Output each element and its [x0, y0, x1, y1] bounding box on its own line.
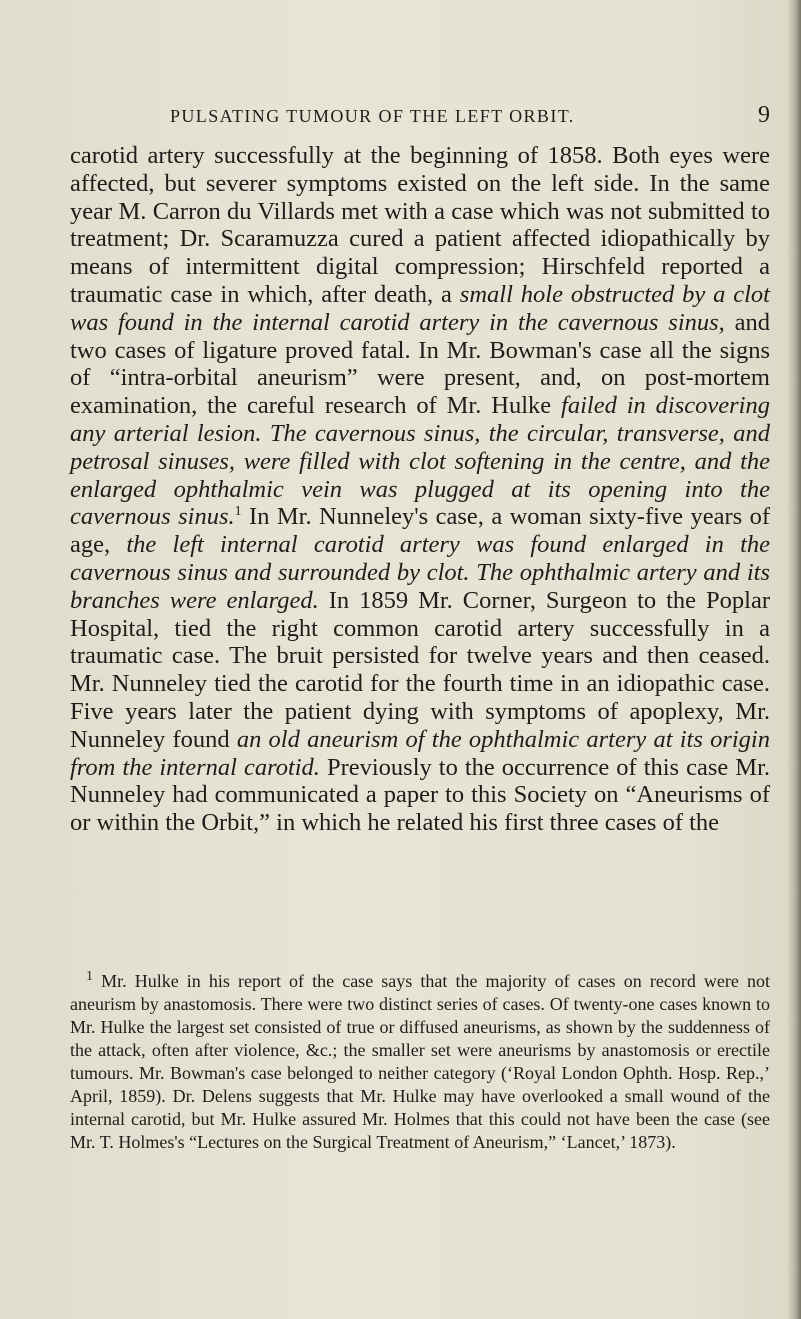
running-header: [170, 102, 770, 128]
text-segment: Previously to the occurrence of this case Mr. Nunneley had communicated a paper to this Society on “Aneurisms of or within the Orbit,” in which he related his first three cases of the: [70, 753, 770, 837]
footnote-marker: 1: [86, 969, 93, 984]
footnote-reference: 1: [234, 504, 242, 520]
italic-segment: failed in discovering any arterial lesion. The cavernous sinus, the circular, transverse, and petrosal sinuses, were filled with clot softening in the centre, and the enlarged ophthalmic vein was plugged at its opening into the cavernous sinus.: [70, 392, 770, 531]
body-paragraph: [70, 142, 770, 837]
italic-segment: small hole obstructed by a clot was found in the internal carotid artery in the cavernous sinus,: [70, 280, 770, 336]
text-segment: carotid artery successfully at the beginning of 1858. Both eyes were affected, but severer symptoms existed on the left side. In the same year M. Carron du Villards met with a case which was not submitted to treatment; Dr. Scaramuzza cured a patient affected idiopathically by means of intermittent digital compression; Hirschfeld reported a traumatic case in which, after death, a: [70, 142, 770, 308]
text-segment: In Mr. Nunneley's case, a woman sixty-five years of age,: [70, 503, 770, 559]
footnote: [70, 970, 770, 1154]
page-edge-shadow: [787, 0, 801, 1319]
page-number: 9: [758, 102, 770, 128]
main-text: [70, 142, 770, 837]
text-segment: In 1859 Mr. Corner, Surgeon to the Poplar Hospital, tied the right common carotid artery successfully in a traumatic case. The bruit persisted for twelve years and then ceased. Mr. Nunneley tied the carotid for the fourth time in an idiopathic case. Five years later the patient dying with symptoms of apoplexy, Mr. Nunneley found: [70, 586, 770, 753]
footnote-paragraph: [70, 970, 770, 1154]
italic-segment: the left internal carotid artery was found enlarged in the cavernous sinus and surrounded by clot. The ophthalmic artery and its branches were enlarged.: [70, 531, 771, 614]
running-title: PULSATING TUMOUR OF THE LEFT ORBIT.: [170, 106, 575, 126]
italic-segment: an old aneurism of the ophthalmic artery at its origin from the internal carotid.: [70, 725, 770, 781]
text-segment: and two cases of ligature proved fatal. In Mr. Bowman's case all the signs of “intra-orbital aneurism” were present, and, on post-mortem examination, the careful research of Mr. Hulke: [70, 308, 771, 420]
footnote-text: Mr. Hulke in his report of the case says that the majority of cases on record were not aneurism by anastomosis. There were two distinct series of cases. Of twenty-one cases known to Mr. Hulke the largest set consisted of true or diffused aneurisms, as shown by the suddenness of the attack, often after violence, &c.; the smaller set were aneurisms by anastomosis or erectile tumours. Mr. Bowman's case belonged to neither category (‘Royal London Ophth. Hosp. Rep.,’ April, 1859). Dr. Delens suggests that Mr. Hulke may have overlooked a small wound of the internal carotid, but Mr. Hulke assured Mr. Holmes that this could not have been the case (see Mr. T. Holmes's “Lectures on the Surgical Treatment of Aneurism,” ‘Lancet,’ 1873).: [70, 971, 770, 1152]
